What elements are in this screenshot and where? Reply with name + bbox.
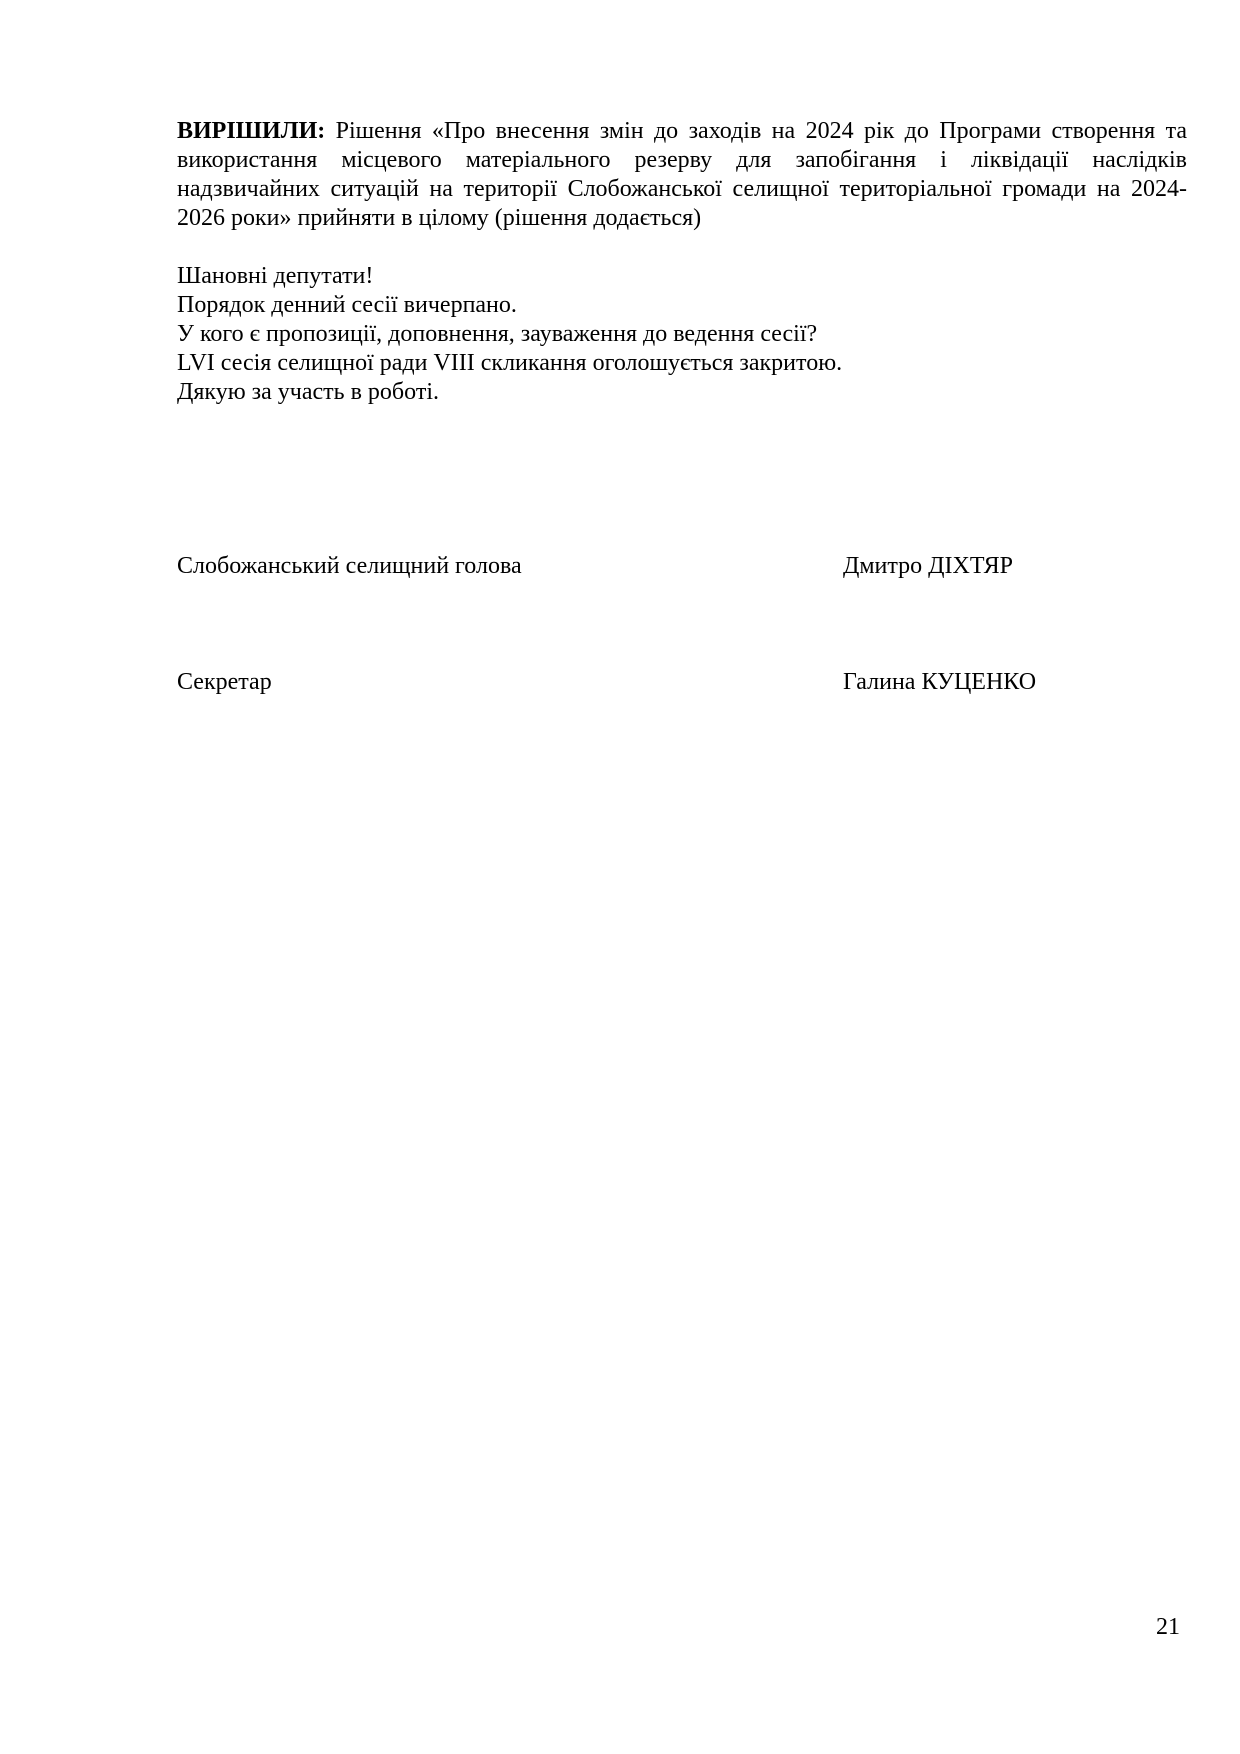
closing-line: Шановні депутати! <box>177 263 374 289</box>
signature-secretary <box>177 667 1187 697</box>
resolution-label: ВИРІШИЛИ: <box>177 118 326 144</box>
signature-role: Слобожанський селищний голова <box>177 553 522 579</box>
closing-remarks <box>177 262 1187 407</box>
closing-line: LVI сесія селищної ради VIII скликання оголошується закритою. <box>177 350 843 376</box>
signature-name: Дмитро ДІХТЯР <box>843 553 1013 579</box>
closing-line: Дякую за участь в роботі. <box>177 379 439 405</box>
closing-line: Порядок денний сесії вичерпано. <box>177 292 517 318</box>
signature-name: Галина КУЦЕНКО <box>843 669 1037 695</box>
page-number: 21 <box>1156 1614 1180 1640</box>
resolution-paragraph <box>177 117 1187 233</box>
signature-role: Секретар <box>177 669 272 695</box>
resolution-text: Рішення «Про внесення змін до заходів на 2024 рік до Програми створення та використання місцевого матеріального резерву для запобігання і ліквідації наслідків надзвичайних ситуацій на території Слобожанської селищної територіальної громади на 2024-2026 роки» прийняти в цілому (рішення додається) <box>177 118 1188 231</box>
signature-head <box>177 551 1187 581</box>
closing-line: У кого є пропозиції, доповнення, зауваження до ведення сесії? <box>177 321 818 347</box>
